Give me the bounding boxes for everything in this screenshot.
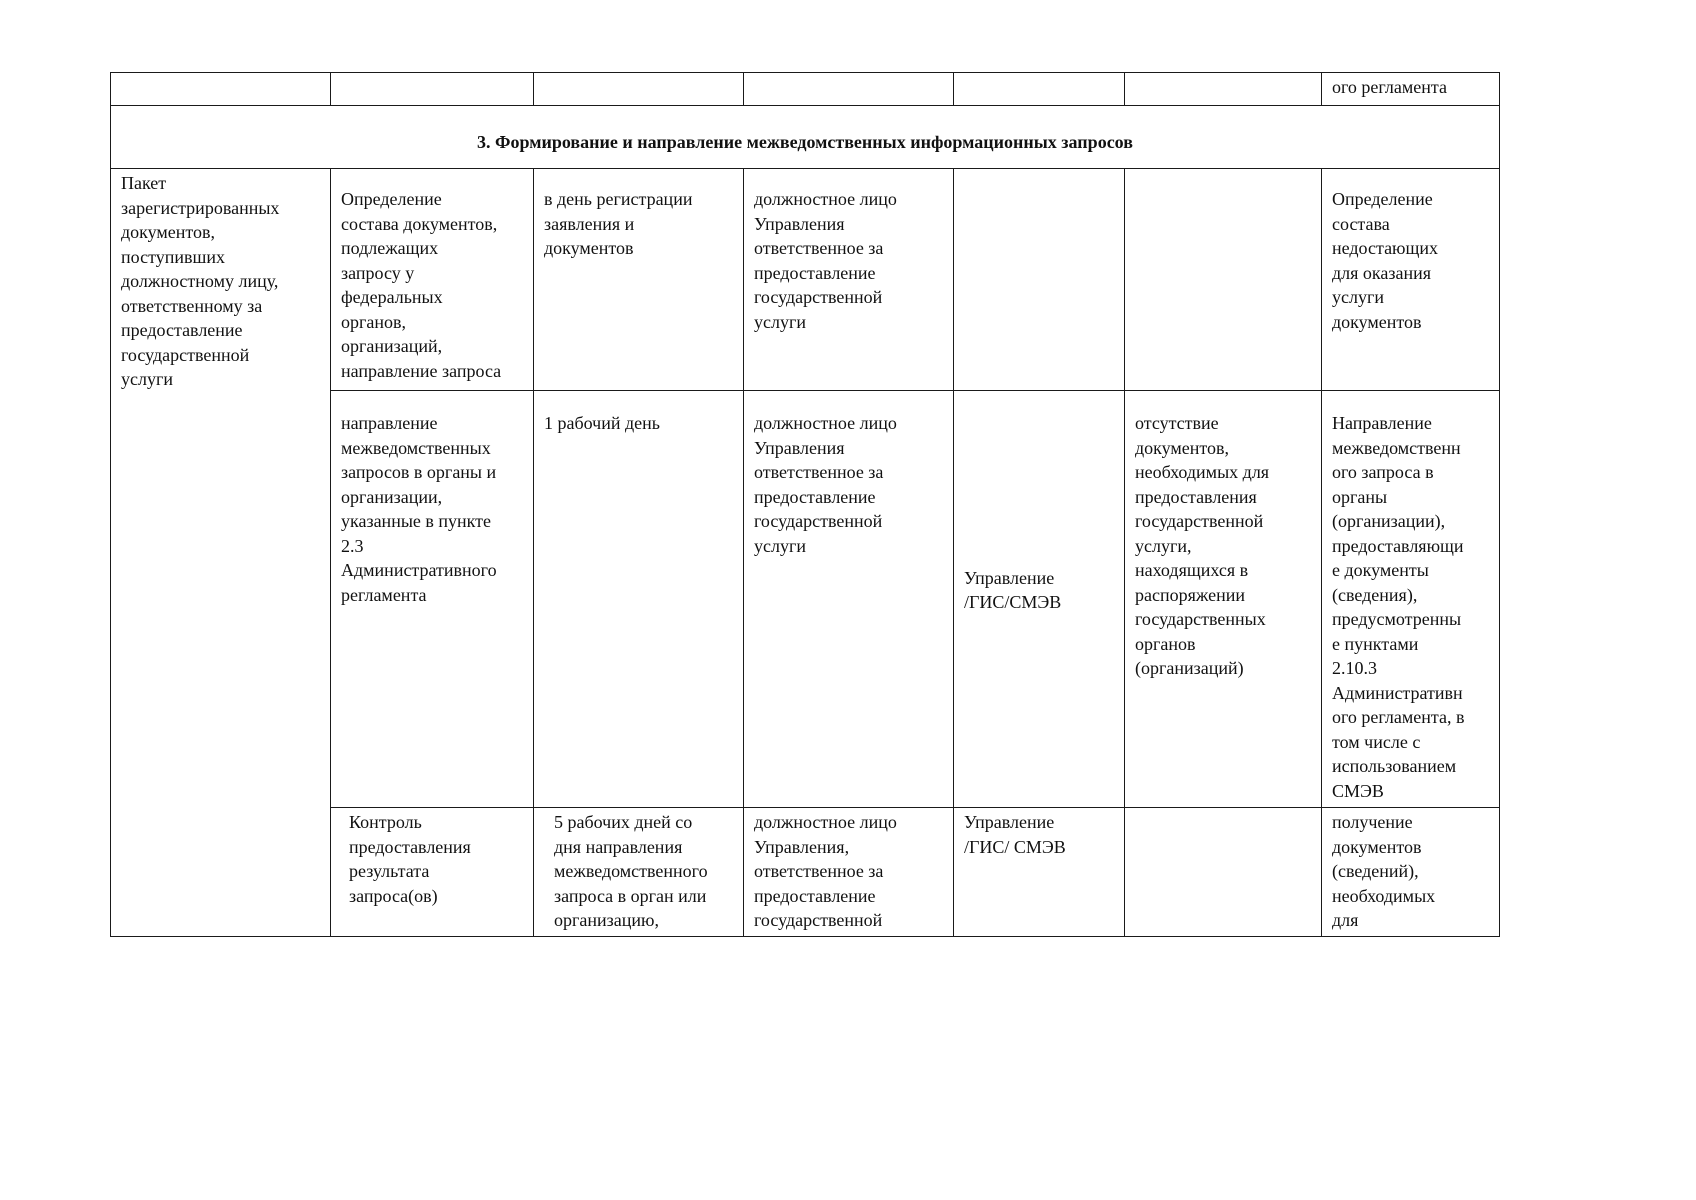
criteria-cell bbox=[1125, 808, 1322, 937]
criteria-text: отсутствие документов, необходимых для предоставления государственной услуги, находящихся в распоряжении государственных органов (организаций) bbox=[1135, 413, 1270, 678]
term-cell bbox=[534, 169, 744, 391]
cell-empty bbox=[331, 73, 534, 106]
criteria-cell bbox=[1125, 169, 1322, 391]
system-text bbox=[954, 169, 1124, 187]
term-text: 1 рабочий день bbox=[544, 413, 660, 433]
package-text: Пакет зарегистрированных документов, поступивших должностному лицу, ответственному за предоставление государственной услуги bbox=[121, 173, 280, 389]
procedure-table bbox=[110, 72, 1500, 937]
criteria-text bbox=[1125, 808, 1321, 810]
cell-empty bbox=[111, 73, 331, 106]
system-cell bbox=[954, 391, 1125, 808]
result-cell bbox=[1322, 169, 1500, 391]
term-cell bbox=[534, 391, 744, 808]
system-cell bbox=[954, 808, 1125, 937]
criteria-text bbox=[1125, 169, 1321, 187]
action-cell bbox=[331, 808, 534, 937]
result-cell bbox=[1322, 391, 1500, 808]
system-text: Управление /ГИС/СМЭВ bbox=[964, 567, 1062, 612]
term-cell bbox=[534, 808, 744, 937]
official-cell bbox=[744, 808, 954, 937]
official-text: должностное лицо Управления, ответственное за предоставление государственной bbox=[754, 812, 897, 930]
action-cell bbox=[331, 391, 534, 808]
official-text: должностное лицо Управления ответственное за предоставление государственной услуги bbox=[754, 189, 897, 332]
cell-empty bbox=[1125, 73, 1322, 106]
cell-empty bbox=[534, 73, 744, 106]
continuation-row bbox=[111, 73, 1500, 106]
system-text: Управление /ГИС/ СМЭВ bbox=[964, 812, 1066, 857]
official-cell bbox=[744, 169, 954, 391]
result-text: Направление межведомственн ого запроса в органы (организации), предоставляющи е документы (сведения), предусмотренны е пунктами 2.10.3 Административн ого регламента, в том числе с использованием СМЭВ bbox=[1332, 413, 1465, 801]
table-row bbox=[111, 169, 1500, 391]
action-text: Определение состава документов, подлежащих запросу у федеральных органов, организаций, направление запроса bbox=[341, 189, 502, 381]
section-row bbox=[111, 106, 1500, 169]
continuation-cell bbox=[1322, 73, 1500, 106]
action-text: направление межведомственных запросов в органы и организации, указанные в пункте 2.3 Административного регламента bbox=[341, 413, 497, 605]
criteria-cell bbox=[1125, 391, 1322, 808]
cell-empty bbox=[954, 73, 1125, 106]
official-text: должностное лицо Управления ответственное за предоставление государственной услуги bbox=[754, 413, 897, 556]
system-cell bbox=[954, 169, 1125, 391]
action-text: Контроль предоставления результата запроса(ов) bbox=[349, 812, 471, 906]
cell-empty bbox=[744, 73, 954, 106]
result-text: получение документов (сведений), необходимых для bbox=[1332, 812, 1436, 930]
section-heading: 3. Формирование и направление межведомственных информационных запросов bbox=[111, 106, 1500, 169]
package-cell bbox=[111, 169, 331, 937]
term-text: 5 рабочих дней со дня направления межведомственного запроса в орган или организацию, bbox=[554, 812, 708, 930]
action-cell bbox=[331, 169, 534, 391]
continuation-text: ого регламента bbox=[1332, 77, 1447, 97]
official-cell bbox=[744, 391, 954, 808]
result-cell bbox=[1322, 808, 1500, 937]
result-text: Определение состава недостающих для оказания услуги документов bbox=[1332, 189, 1438, 332]
term-text: в день регистрации заявления и документов bbox=[544, 189, 693, 258]
